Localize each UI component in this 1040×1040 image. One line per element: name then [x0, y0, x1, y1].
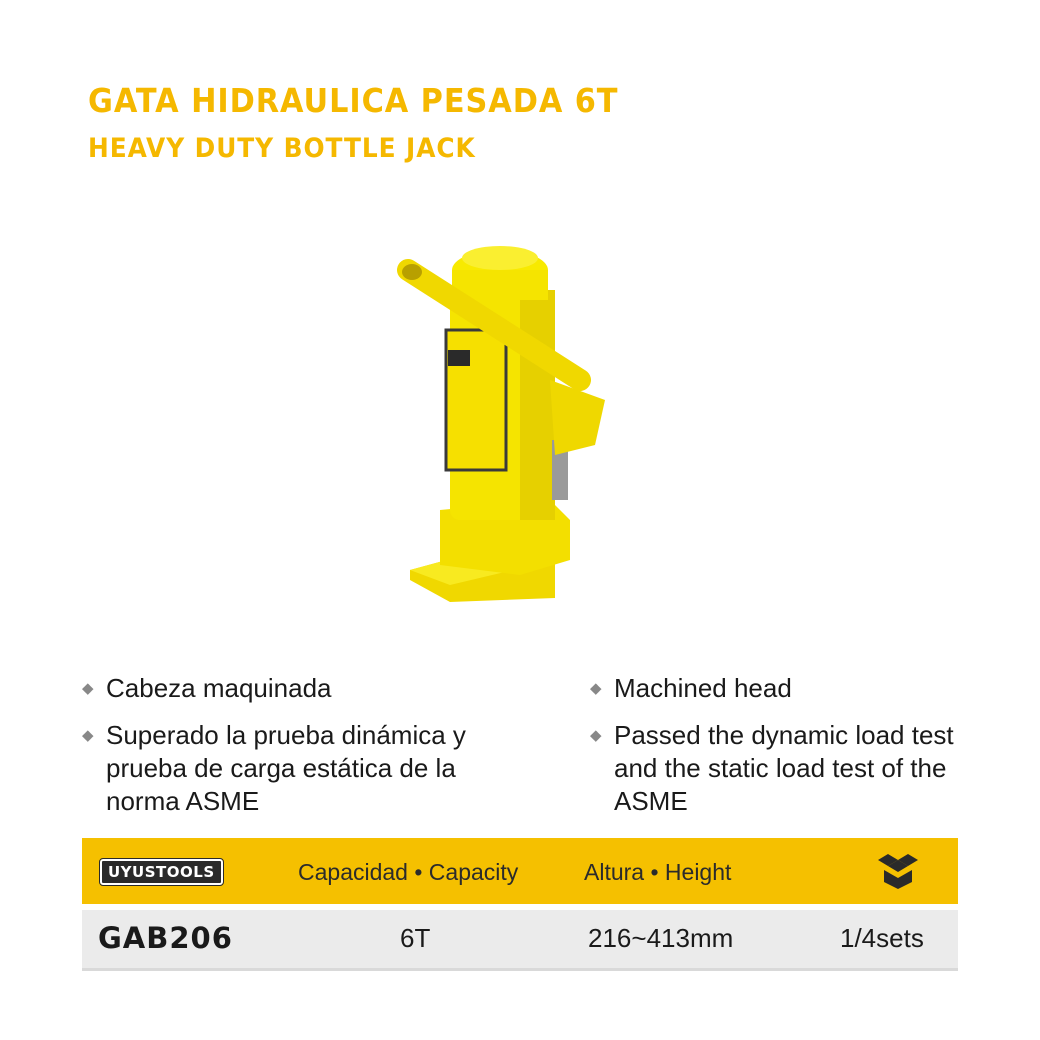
- bottle-jack-icon: [370, 230, 640, 620]
- spec-table: [82, 838, 958, 971]
- list-item: [590, 672, 970, 705]
- bullet-icon: ◆: [82, 727, 94, 744]
- model-cell: GAB206: [98, 921, 233, 955]
- bullet-icon: ◆: [82, 680, 94, 697]
- product-image: [370, 230, 640, 620]
- brand-logo: UYUSTOOLS: [100, 859, 223, 885]
- feature-text: Machined head: [614, 673, 792, 703]
- capacity-header: Capacidad • Capacity: [298, 859, 519, 885]
- capacity-cell: 6T: [400, 923, 431, 953]
- list-item: [82, 672, 522, 705]
- features-english: [590, 672, 970, 832]
- bullet-icon: ◆: [590, 727, 602, 744]
- list-item: [82, 719, 522, 818]
- box-icon: [878, 852, 918, 890]
- feature-text: Superado la prueba dinámica y prueba de carga estática de la norma ASME: [106, 720, 466, 816]
- features-spanish: [82, 672, 522, 832]
- page-subtitle: HEAVY DUTY BOTTLE JACK: [88, 133, 476, 164]
- table-row: [82, 910, 958, 971]
- package-cell: 1/4sets: [840, 923, 924, 953]
- list-item: [590, 719, 970, 818]
- feature-text: Cabeza maquinada: [106, 673, 332, 703]
- height-cell: 216~413mm: [588, 923, 734, 953]
- height-header: Altura • Height: [584, 859, 732, 885]
- spec-table-header: [82, 838, 958, 904]
- bullet-icon: ◆: [590, 680, 602, 697]
- page-title: GATA HIDRAULICA PESADA 6T: [88, 81, 619, 120]
- feature-text: Passed the dynamic load test and the static load test of the ASME: [614, 720, 954, 816]
